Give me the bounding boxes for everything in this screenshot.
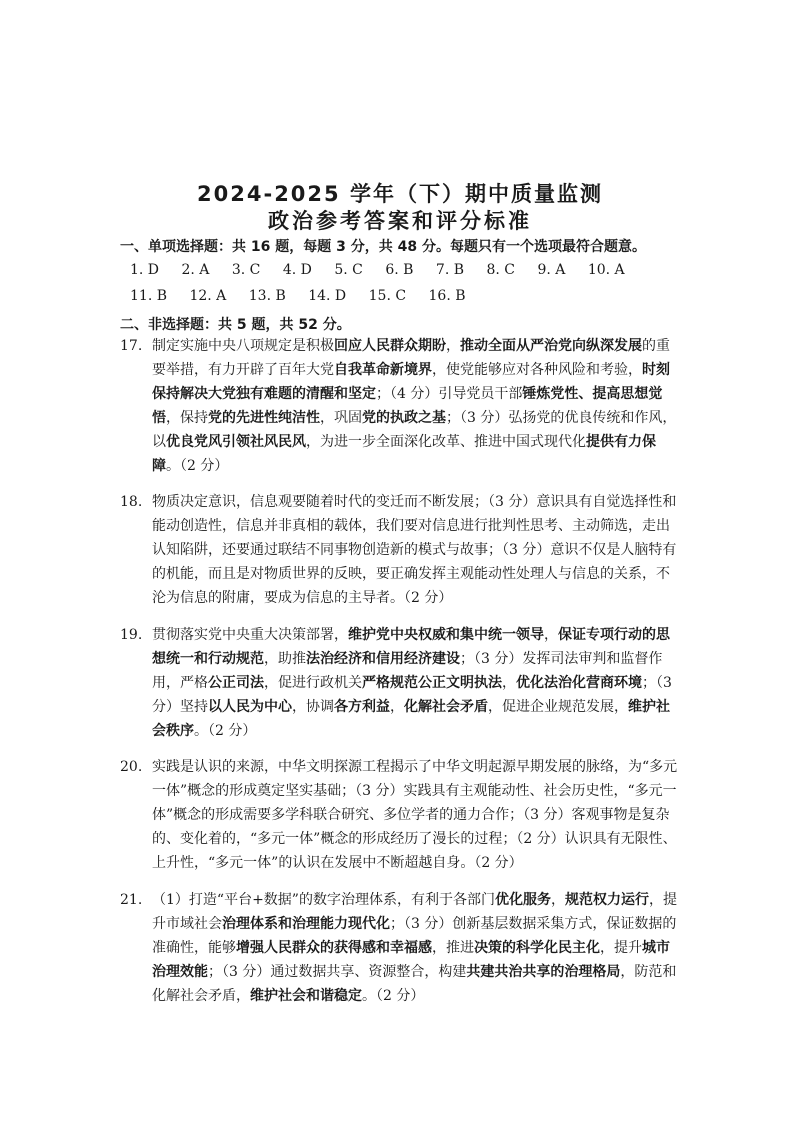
question-number: 20. [120,759,143,775]
key-point: 维护社会和谐稳定 [250,988,362,1004]
key-point: 回应人民群众期盼 [334,338,446,354]
answer-text: ；（3 分）通过数据共享、资源整合，构建 [208,964,467,980]
key-point: 党的先进性纯洁性 [208,410,320,426]
answer-text: ，防范和化解社会矛盾， [152,964,677,1004]
question-answer [152,334,680,478]
answer-text: ；（3 分）创新基层数据采集方式，保证数据的准确性，能够 [152,916,677,956]
key-point: 决策的科学化民主化 [474,940,600,956]
answer-text: ，保持 [166,410,208,426]
key-point: 维护党中央权威和集中统一领导 [348,627,544,643]
key-point: 维护社会秩序 [152,699,670,739]
answer-text: ，提升市域社会 [152,892,677,932]
key-point: 保证专项行动的思想统一和行动规范 [152,627,670,667]
page-subtitle: 政治参考答案和评分标准 [268,209,532,233]
key-point: 严格规范公正文明执法 [362,675,502,691]
answer-row-2 [130,288,484,304]
answer-item: 2. A [181,262,210,278]
question-answer [152,888,680,1008]
answer-text: ；（3 分）发挥司法审判和监督作用，严格 [152,651,663,691]
answer-item: 12. A [189,288,227,304]
key-point: 提供有力保障 [152,434,656,474]
question-number: 17. [120,338,143,354]
question-21 [120,888,680,1008]
question-17 [120,334,680,478]
answer-item: 15. C [368,288,407,304]
key-point: 优化服务 [494,892,551,908]
question-answer [152,623,680,743]
section2-heading: 二、非选择题：共 5 题，共 52 分。 [120,317,351,333]
answer-text: 的重要举措，有力开辟了百年大党 [152,338,670,378]
key-point: 推动全面从严治党向纵深发展 [460,338,642,354]
key-point: 法治经济和信用经济建设 [306,651,460,667]
answer-item: 4. D [282,262,312,278]
answer-item: 13. B [248,288,286,304]
question-number: 19. [120,627,143,643]
answer-text: 实践是认识的来源，中华文明探源工程揭示了中华文明起源早期发展的脉络，为“多元一体”概念的形成奠定坚实基础；（3 分）实践具有主观能动性、社会历史性，“多元一体”概念的形成需要多学科联合研究、多位学者的通力合作；（3 分）客观事物是复杂的、变化着的，“多元一体”概念的形成经历了漫长的过程；（2 分）认识具有无限性、上升性，“多元一体”的认识在发展中不断超越自身。（2 分） [152,759,678,871]
answer-item: 14. D [308,288,347,304]
question-answer [152,490,680,610]
answer-item: 10. A [587,262,625,278]
key-point: 治理体系和治理能力现代化 [222,916,390,932]
answer-row-1 [130,262,643,278]
answer-item: 5. C [334,262,363,278]
answer-text: ， [550,892,565,908]
key-point: 时刻保持解决大党独有难题的清醒和坚定 [152,362,670,402]
answer-item: 7. B [435,262,465,278]
key-point: 增强人民群众的获得感和幸福感 [236,940,432,956]
answer-text: ；（3 分）坚持 [152,675,672,715]
key-point: 党的执政之基 [362,410,446,426]
answer-text: 贯彻落实党中央重大决策部署， [152,627,348,643]
question-number: 18. [120,494,143,510]
section1-heading: 一、单项选择题：共 16 题，每题 3 分，共 48 分。每题只有一个选项最符合题意。 [120,239,646,255]
answer-item: 8. C [486,262,515,278]
answer-item: 3. C [231,262,261,278]
key-point: 锤炼党性、提高思想觉悟 [152,386,663,426]
answer-text: ；（4 分）引导党员干部 [376,386,523,402]
answer-text: ，助推 [264,651,306,667]
answer-text: （1）打造“平台+数据”的数字治理体系，有利于各部门 [152,892,495,908]
key-point: 以人民为中心 [208,699,292,715]
key-point: 优良党风引领社风民风 [166,434,306,450]
key-point: 规范权力运行 [564,892,649,908]
answer-text: 。（2 分） [166,458,229,474]
answer-item: 6. B [385,262,414,278]
answer-text: ， [390,699,404,715]
key-point: 城市治理效能 [152,940,670,980]
answer-text: 物质决定意识，信息观要随着时代的变迁而不断发展；（3 分）意识具有自觉选择性和能动创造性，信息并非真相的载体，我们要对信息进行批判性思考、主动筛选，走出认知陷阱，还要通过联结不同事物创造新的模式与故事；（3 分）意识不仅是人脑特有的机能，而且是对物质世界的反映，要正确发挥主观能动性处理人与信息的关系，不沦为信息的附庸，要成为信息的主导者。（2 分） [152,494,677,606]
answer-item: 1. D [130,262,160,278]
key-point: 共建共治共享的治理格局 [466,964,621,980]
answer-item: 11. B [130,288,168,304]
answer-text: ，促进企业规范发展， [488,699,628,715]
question-19 [120,623,680,743]
key-point: 各方利益 [334,699,390,715]
answer-text: ，使党能够应对各种风险和考验， [432,362,642,378]
question-answer [152,755,680,875]
answer-text: ；（3 分）弘扬党的优良传统和作风，以 [152,410,677,450]
page-title: 2024-2025 学年（下）期中质量监测 [197,182,603,206]
key-point: 自我革命新境界 [334,362,432,378]
answer-text: ， [502,675,516,691]
answer-item: 9. A [537,262,566,278]
answer-text: ，为进一步全面深化改革、推进中国式现代化 [306,434,586,450]
key-point: 优化法治化营商环境 [516,675,642,691]
answer-text: ，巩固 [320,410,362,426]
question-18 [120,490,680,610]
answer-item: 16. B [428,288,466,304]
answer-text: ，促进行政机关 [264,675,362,691]
answer-text: ， [446,338,460,354]
key-point: 公正司法 [208,675,264,691]
answer-text: ，提升 [600,940,642,956]
question-number: 21. [120,892,143,908]
answer-text: 。（2 分） [362,988,425,1004]
answer-text: ， [544,627,558,643]
answer-text: ，推进 [432,940,474,956]
key-point: 化解社会矛盾 [404,699,488,715]
answer-text: ，协调 [292,699,334,715]
answer-text: 制定实施中央八项规定是积极 [152,338,334,354]
question-20 [120,755,680,875]
answer-text: 。（2 分） [194,723,257,739]
